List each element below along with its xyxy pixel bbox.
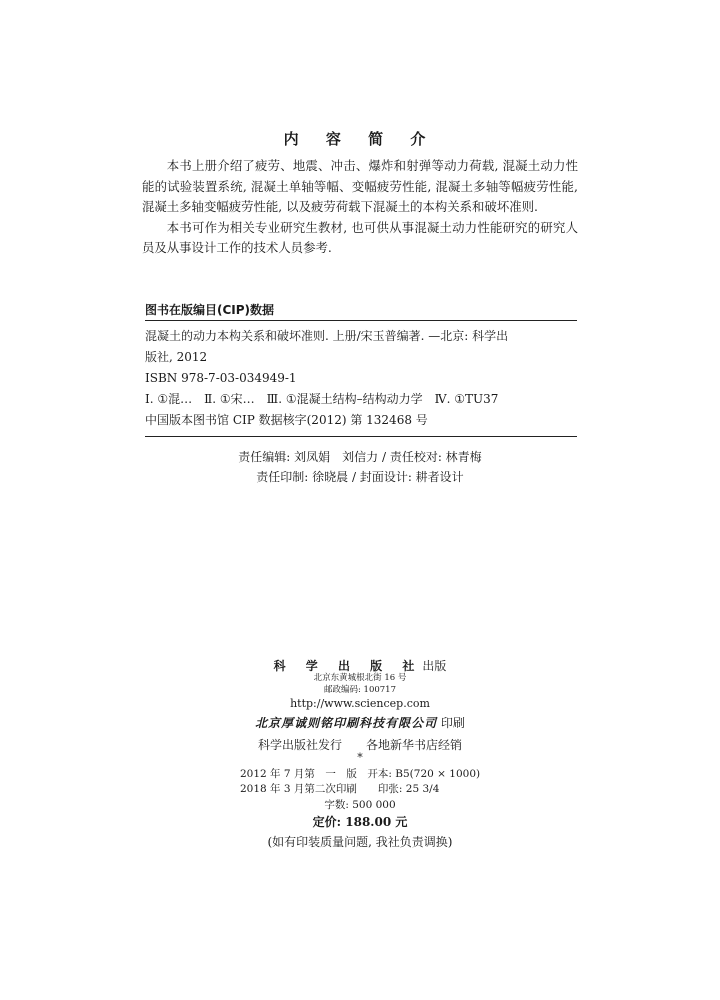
- quality-notice: (如有印装质量问题, 我社负责调换): [267, 835, 453, 849]
- separator-star: *: [357, 751, 363, 764]
- edition-second-print: 2018 年 3 月第二次印刷 印张: 25 3/4: [240, 783, 440, 795]
- price: 定价: 188.00 元: [312, 815, 408, 829]
- cip-heading: 图书在版编目(CIP)数据: [145, 303, 275, 317]
- printer-name: 北京厚诚则铭印刷科技有限公司: [255, 716, 438, 730]
- cip-line-2: 版社, 2012: [145, 350, 208, 364]
- cip-record: 中国版本图书馆 CIP 数据核字(2012) 第 132468 号: [145, 413, 428, 427]
- distribution-line: 科学出版社发行 各地新华书店经销: [257, 738, 462, 752]
- publisher-postcode: 邮政编码: 100717: [323, 685, 396, 695]
- intro-paragraph-1: 本书上册介绍了疲劳、地震、冲击、爆炸和射弹等动力荷载, 混凝土动力性能的试验装置系统, 混凝土单轴等幅、变幅疲劳性能, 混凝土多轴等幅疲劳性能, 混凝土多轴变幅疲劳性能, 以及疲劳荷载下混凝土的本构关系和破坏准则.: [142, 158, 578, 214]
- printer-line: [0, 714, 720, 731]
- cip-isbn: ISBN 978-7-03-034949-1: [145, 371, 297, 385]
- cip-classification: Ⅰ. ①混… Ⅱ. ①宋… Ⅲ. ①混凝土结构–结构动力学 Ⅳ. ①TU37: [145, 392, 499, 406]
- cip-body: [145, 326, 577, 431]
- intro-title: 内 容 简 介: [283, 130, 437, 148]
- cip-line-1: 混凝土的动力本构关系和破坏准则. 上册/宋玉普编著. —北京: 科学出: [145, 329, 509, 343]
- printer-suffix: 印刷: [440, 716, 465, 730]
- staff-credits: [0, 447, 720, 487]
- staff-line-2: 责任印制: 徐晓晨 / 封面设计: 耕者设计: [256, 470, 464, 484]
- cip-top-rule: [145, 320, 577, 321]
- publisher-address: 北京东黄城根北街 16 号: [313, 673, 407, 683]
- publisher-name-suffix: 出版: [422, 659, 447, 673]
- cip-bottom-rule: [145, 436, 577, 437]
- publisher-url: http://www.sciencep.com: [290, 697, 430, 710]
- staff-line-1: 责任编辑: 刘凤娟 刘信力 / 责任校对: 林青梅: [238, 450, 482, 464]
- word-count: 字数: 500 000: [324, 799, 396, 811]
- intro-paragraph-2: 本书可作为相关专业研究生教材, 也可供从事混凝土动力性能研究的研究人员及从事设计工作的技术人员参考.: [142, 219, 578, 255]
- intro-section: [142, 156, 578, 259]
- edition-first: 2012 年 7 月第 一 版 开本: B5(720 × 1000): [240, 768, 481, 780]
- publisher-name-text: 科 学 出 版 社: [273, 659, 423, 673]
